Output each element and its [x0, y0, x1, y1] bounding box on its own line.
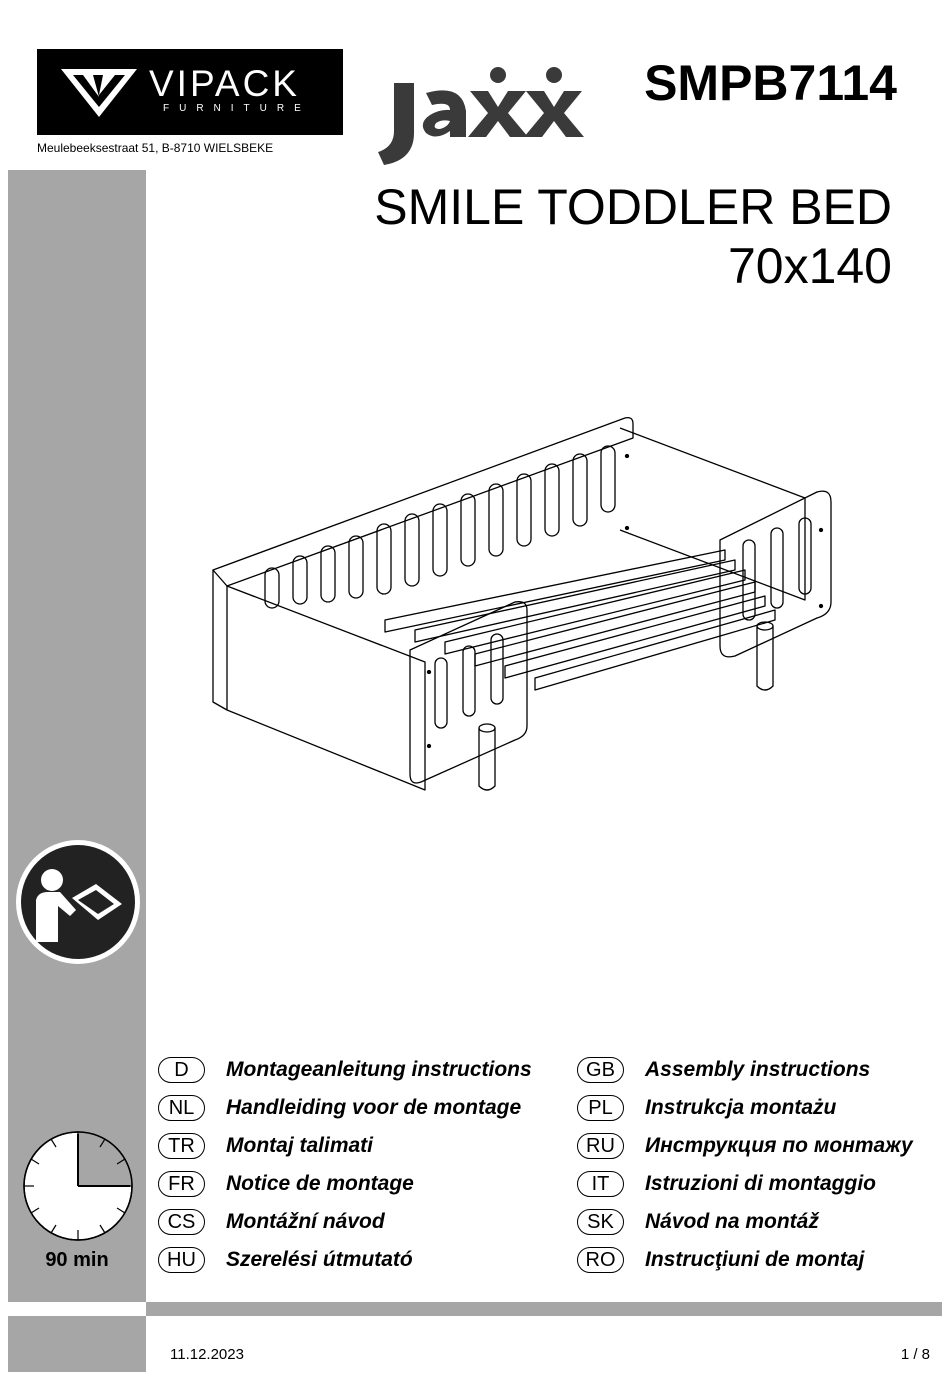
language-code-badge: D [158, 1057, 205, 1083]
language-title: Instrucţiuni de montaj [645, 1248, 865, 1271]
clock-icon [22, 1130, 134, 1242]
language-row [577, 1207, 819, 1237]
language-title: Návod na montáž [645, 1210, 819, 1233]
vipack-logo [37, 49, 343, 135]
language-title: Assembly instructions [645, 1058, 871, 1081]
language-row [158, 1055, 532, 1085]
language-code-badge: SK [577, 1209, 624, 1235]
language-title: Szerelési útmutató [226, 1248, 413, 1271]
language-row [158, 1169, 414, 1199]
language-title: Montaj talimati [226, 1134, 374, 1157]
language-title: Instrukcja montażu [645, 1096, 837, 1119]
language-code-badge: CS [158, 1209, 205, 1235]
toddler-bed-illustration [205, 410, 840, 800]
language-row [158, 1131, 373, 1161]
bottom-divider-bar [146, 1302, 942, 1316]
language-title: Инструкция по монтажу [645, 1134, 913, 1157]
language-title: Notice de montage [226, 1172, 414, 1195]
language-code-badge: RU [577, 1133, 624, 1159]
language-title: Handleiding voor de montage [226, 1096, 522, 1119]
product-title: SMILE TODDLER BED [374, 179, 892, 235]
language-row [577, 1169, 876, 1199]
product-size: 70x140 [727, 238, 892, 294]
page-number: 1 / 8 [900, 1346, 930, 1363]
model-code: SMPB7114 [644, 55, 897, 111]
language-code-badge: IT [577, 1171, 624, 1197]
read-manual-icon [14, 838, 142, 966]
brand-name: VIPACK [149, 63, 300, 104]
language-code-badge: FR [158, 1171, 205, 1197]
company-address: Meulebeeksestraat 51, B-8710 WIELSBEKE [37, 141, 274, 155]
language-code-badge: RO [577, 1247, 624, 1273]
language-title: Istruzioni di montaggio [645, 1172, 876, 1195]
vipack-emblem-icon [59, 65, 139, 121]
language-code-badge: NL [158, 1095, 205, 1121]
language-code-badge: GB [577, 1057, 624, 1083]
language-row [577, 1093, 836, 1123]
language-code-badge: PL [577, 1095, 624, 1121]
language-row [158, 1207, 385, 1237]
assembly-time: 90 min [45, 1249, 109, 1271]
document-date: 11.12.2023 [170, 1346, 244, 1363]
footer-gray-block [8, 1316, 146, 1372]
language-title: Montageanleitung instructions [226, 1058, 532, 1081]
language-row [577, 1055, 870, 1085]
language-row [577, 1245, 864, 1275]
brand-subtitle: FURNITURE [163, 103, 311, 114]
language-row [158, 1245, 413, 1275]
language-title: Montážní návod [226, 1210, 385, 1233]
language-code-badge: TR [158, 1133, 205, 1159]
jaxx-logo [370, 55, 595, 170]
language-code-badge: HU [158, 1247, 205, 1273]
language-row [158, 1093, 521, 1123]
language-row [577, 1131, 913, 1161]
